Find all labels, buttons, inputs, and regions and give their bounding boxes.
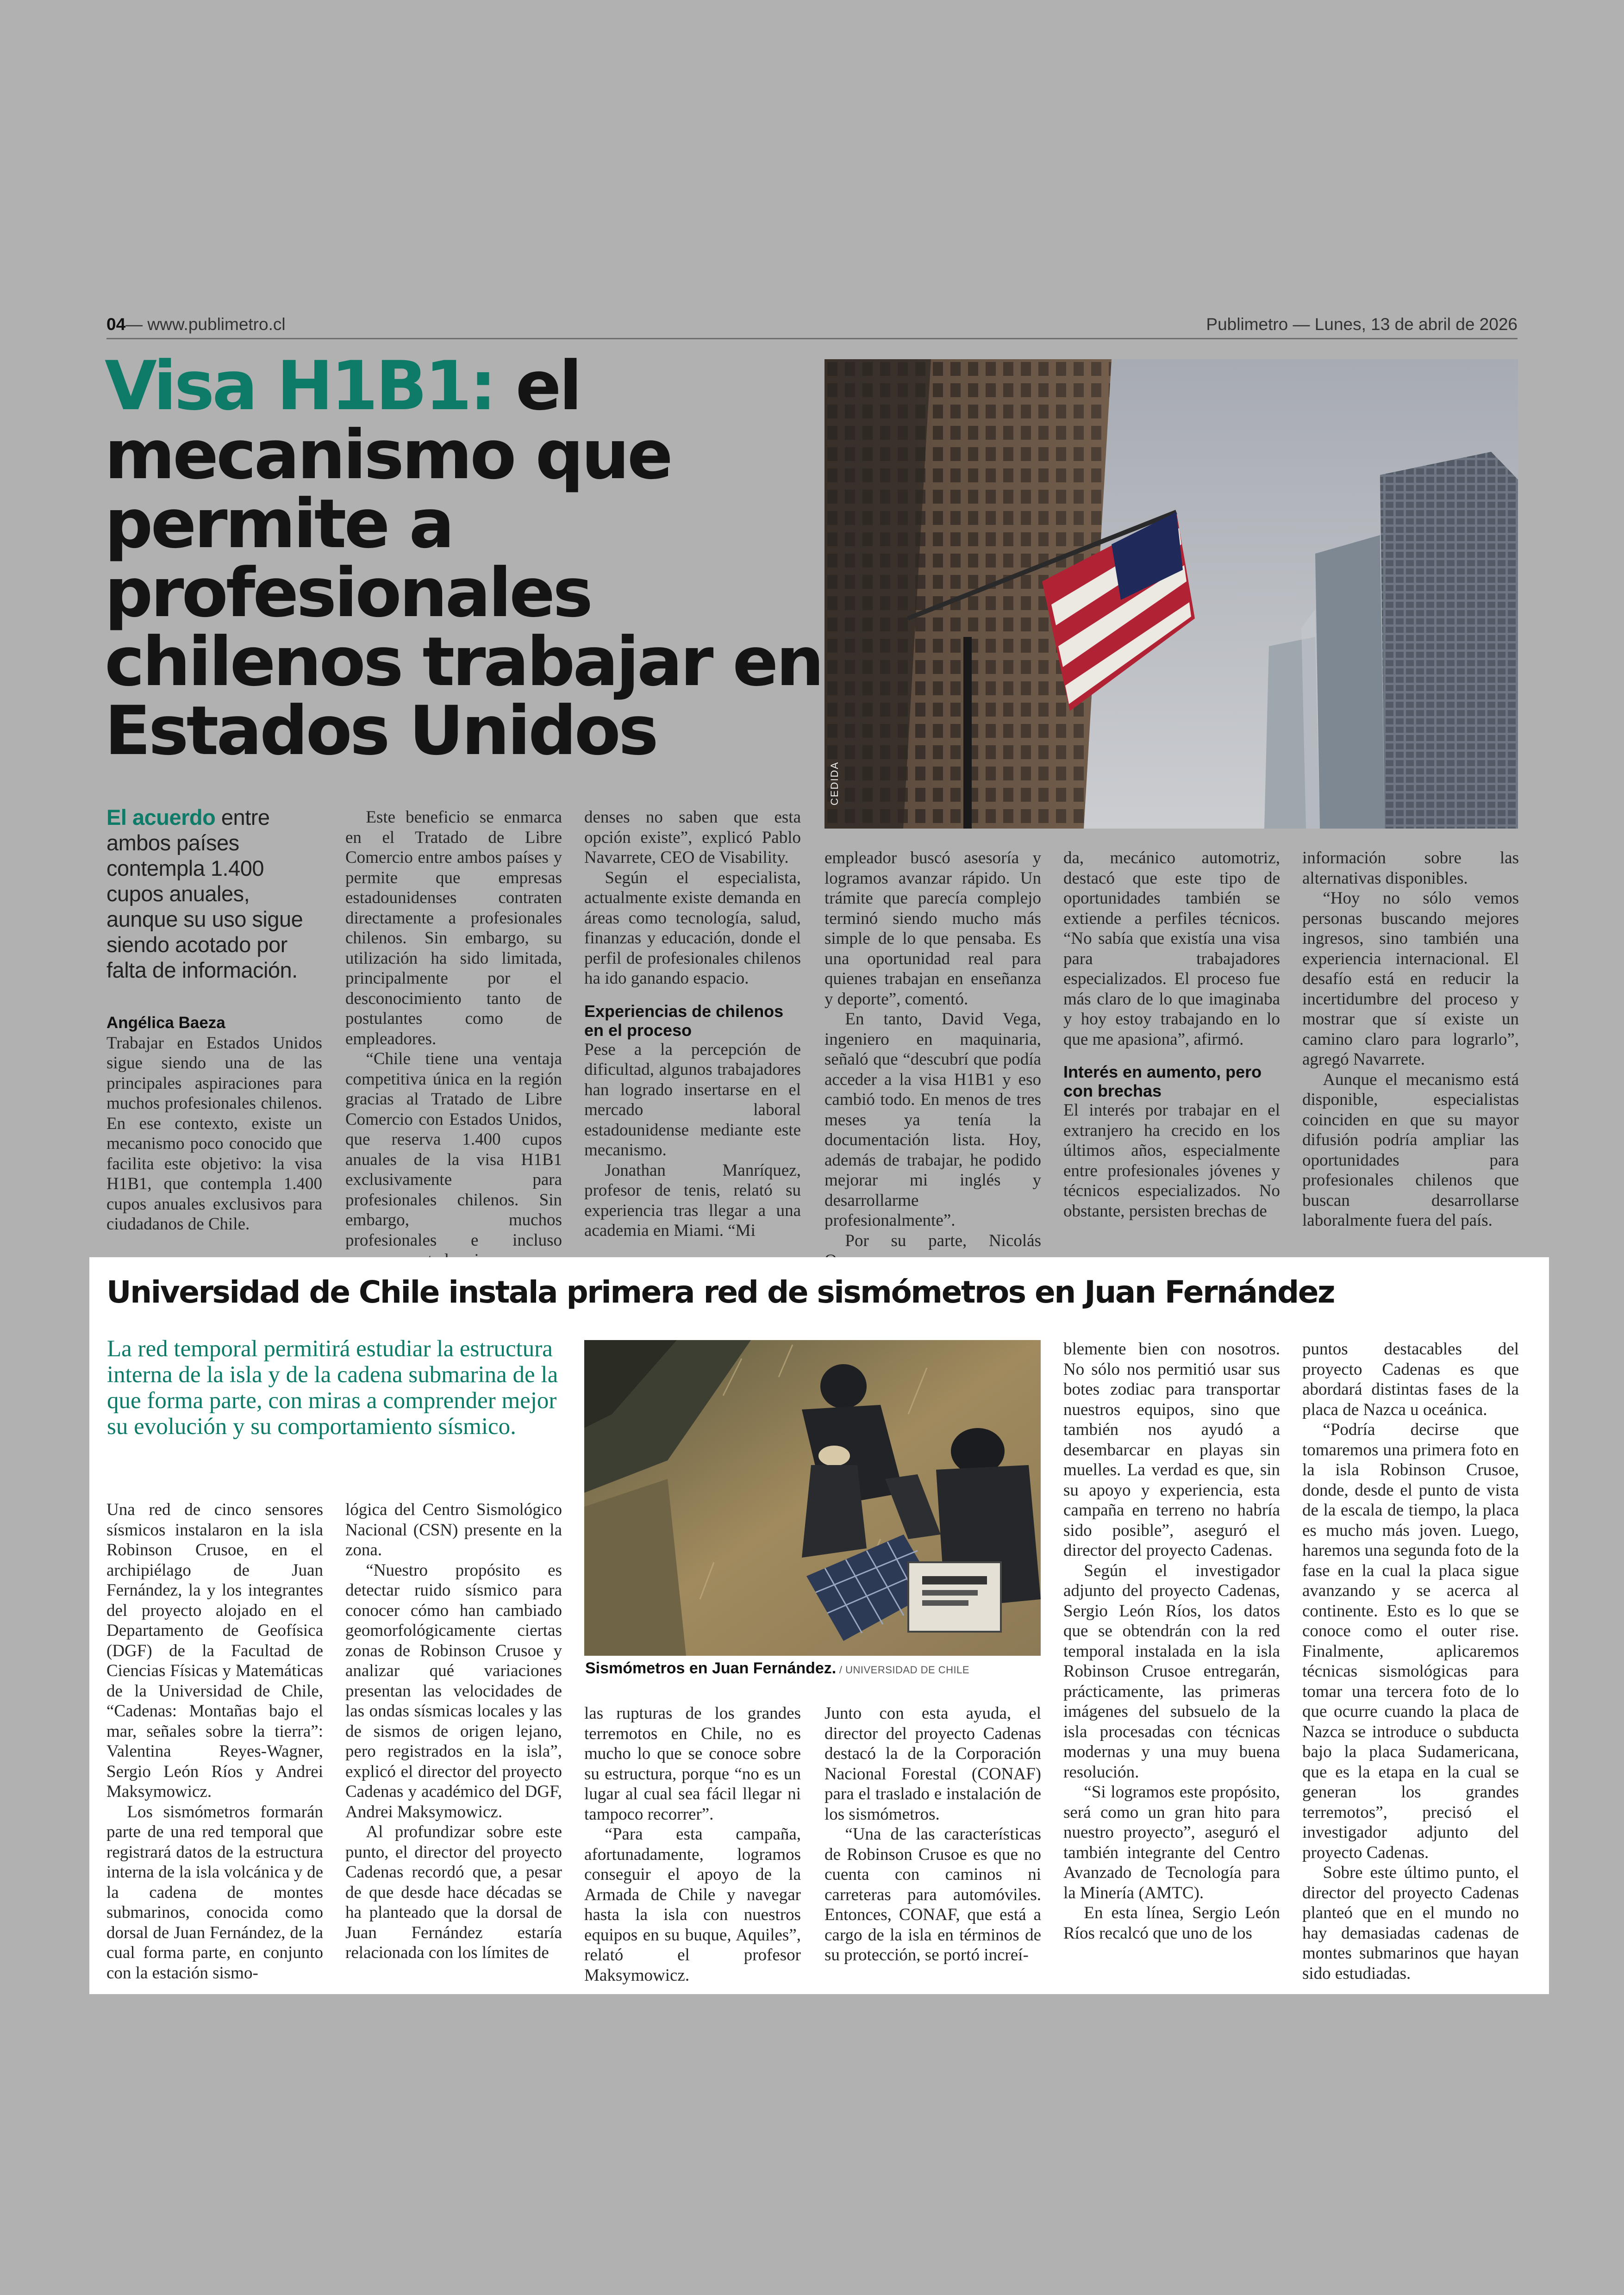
photo-caption xyxy=(585,1659,1043,1678)
paragraph: Una red de cinco sensores sísmicos instalaron en la isla Robinson Crusoe, en el archipiélago de Juan Fernández, la y los integrantes del proyecto alojado en el Departamento de Geofísica (DGF) de la Facultad de Ciencias Físicas y Matemáticas de la Universidad de Chile, “Cadenas: Montañas bajo el mar, señales sobre la tierra”: Valentina Reyes-Wagner, Sergio León Ríos y Andrei Maksymowicz. xyxy=(106,1500,323,1801)
lead-rest: entre ambos países contempla 1.400 cupos anuales, aunque su uso sigue siendo acotado por falta de información. xyxy=(106,805,303,982)
subhead: Interés en aumento, pero con brechas xyxy=(1063,1062,1262,1100)
paragraph: puntos destacables del proyecto Cadenas es que abordará distintas fases de la placa de Nazca u oceánica. xyxy=(1302,1340,1519,1419)
paragraph: “Una de las características de Robinson Crusoe es que no cuenta con caminos ni carreteras para automóviles. Entonces, CONAF, que está a cargo de la isla en términos de su protección, se portó increí- xyxy=(824,1825,1041,1964)
article1-column-2 xyxy=(345,807,562,1271)
paragraph: Aunque el mecanismo está disponible, especialistas coinciden en que su mayor difusión podría ampliar las oportunidades para profesionales chilenos que buscan desarrollarse laboralmente fuera del país. xyxy=(1302,1070,1519,1230)
paragraph: Jonathan Manríquez, profesor de tenis, relató su experiencia tras llegar a una academia en Miami. “Mi xyxy=(584,1160,801,1240)
subhead: Experiencias de chilenos en el proceso xyxy=(584,1001,784,1040)
seismometer-box-icon xyxy=(908,1562,1001,1632)
header-rule xyxy=(106,338,1518,339)
paragraph: El interés por trabajar en el extranjero ha crecido en los últimos años, especialmente entre profesionales jóvenes y técnicos especializados. No obstante, persisten brechas de xyxy=(1063,1101,1280,1221)
article2-column-5 xyxy=(1063,1339,1280,1943)
paragraph: “Podría decirse que tomaremos una primera foto en la isla Robinson Crusoe, donde, desde el punto de vista de la escala de tiempo, la placa es mucho más joven. Luego, haremos una segunda foto de la fase en la cual la placa sigue avanzando y se acerca al continente. Esto es lo que se conoce como el outer rise. Finalmente, aplicaremos técnicas sismológicas para tomar una tercera foto de lo que ocurre cuando la placa de Nazca se introduce o subducta bajo la placa Sudamericana, que es la etapa en la cual se generan los grandes terremotos”, precisó el investigador adjunto del proyecto Cadenas. xyxy=(1302,1420,1519,1862)
paragraph: “Si logramos este propósito, será como un gran hito para nuestro proyecto”, aseguró el también integrante del Centro Avanzado de Tecnología para la Minería (AMTC). xyxy=(1063,1783,1280,1902)
paragraph: blemente bien con nosotros. No sólo nos permitió usar sus botes zodiac para transportar nuestros equipos, sino que también nos ayudó a desembarcar en playas sin muelles. La verdad es que, sin su apoyo y experiencia, esta campaña en terreno no habría sido posible”, aseguró el director del proyecto Cadenas. xyxy=(1063,1340,1280,1560)
article1-column-6 xyxy=(1302,848,1519,1231)
paragraph: empleador buscó asesoría y logramos avanzar rápido. Un trámite que parecía complejo terminó siendo mucho más simple de lo que pensaba. Es una oportunidad real para quienes trabajan en enseñanza y deporte”, comentó. xyxy=(824,848,1041,1009)
byline: Angélica Baeza xyxy=(106,1014,225,1032)
paragraph: información sobre las alternativas disponibles. xyxy=(1302,848,1519,888)
article1-headline xyxy=(105,347,827,770)
page-number: 04 xyxy=(106,315,126,334)
paragraph: En tanto, David Vega, ingeniero en maquinaria, señaló que “descubrí que podía acceder a la visa H1B1 y eso cambió todo. En menos de tres meses ya tenía la documentación lista. Hoy, además de trabajar, he podido mejorar mi inglés y desarrollarme profesionalmente”. xyxy=(824,1010,1041,1230)
paragraph: Según el investigador adjunto del proyecto Cadenas, Sergio León Ríos, los datos que se obtendrán con la red temporal instalada en la isla Robinson Crusoe entregarán, prácticamente, las primeras imágenes del subsuelo de la isla procesadas con técnicas modernas y una muy buena resolución. xyxy=(1063,1561,1280,1782)
headline-accent: Visa H1B1: xyxy=(105,347,494,425)
site-url: — www.publimetro.cl xyxy=(125,315,286,334)
article1-column-5 xyxy=(1063,848,1280,1221)
article2-headline: Universidad de Chile instala primera red de sismómetros en Juan Fernández xyxy=(106,1274,1334,1310)
paragraph: “Hoy no sólo vemos personas buscando mejores ingresos, sino también una experiencia internacional. El desafío está en reducir la incertidumbre del proceso y mostrar que sí existe un camino claro para lograrlo”, agregó Navarrete. xyxy=(1302,889,1519,1069)
lead-bold: El acuerdo xyxy=(106,805,216,829)
article1-lead xyxy=(106,804,315,983)
seismometer-photo-illustration xyxy=(584,1340,1041,1656)
paragraph: denses no saben que esta opción existe”, explicó Pablo Navarrete, CEO de Visability. xyxy=(584,808,801,867)
paragraph: Por su parte, Nicolás xyxy=(845,1231,1041,1250)
paragraph: Al profundizar sobre este punto, el director del proyecto Cadenas recordó que, a pesar de que desde hace décadas se ha planteado que la dorsal de Juan Fernández estaría relacionada con los límites de xyxy=(345,1822,562,1962)
article1-column-4 xyxy=(824,848,1041,1271)
article2-column-2 xyxy=(345,1500,562,1963)
article2-column-3 xyxy=(584,1703,801,1985)
article2-column-6 xyxy=(1302,1339,1519,1983)
paragraph: Este beneficio se enmarca en el Tratado de Libre Comercio entre ambos países y permite que empresas estadounidenses contraten directamente a profesionales chilenos. Sin embargo, su utilización ha sido limitada, principalmente por el desconocimiento tanto de postulantes como de empleadores. xyxy=(345,808,562,1048)
paragraph: Según el especialista, actualmente existe demanda en áreas como tecnología, salud, finanzas y educación, donde el perfil de profesionales chilenos ha ido ganando espacio. xyxy=(584,868,801,988)
page-header xyxy=(106,315,1518,339)
photo-credit: CEDIDA xyxy=(829,761,840,805)
paragraph: Trabajar en Estados Unidos sigue siendo una de las principales aspiraciones para muchos profesionales chilenos. En ese contexto, existe un mecanismo poco conocido que facilita este objetivo: la visa H1B1, que contempla 1.400 cupos anuales exclusivos para ciudadanos de Chile. xyxy=(106,1033,322,1234)
paragraph: Pese a la percepción de dificultad, algunos trabajadores han logrado insertarse en el mercado laboral estadounidense mediante este mecanismo. xyxy=(584,1040,801,1160)
page-folio xyxy=(106,315,286,334)
seismometer-field-photo xyxy=(584,1340,1041,1656)
article2-column-4 xyxy=(824,1703,1041,1965)
paragraph: “Para esta campaña, afortunadamente, logramos conseguir el apoyo de la Armada de Chile y navegar hasta la isla con nuestros equipos en su buque, Aquiles”, relató el profesor Maksymowicz. xyxy=(584,1825,801,1985)
article1-column-3 xyxy=(584,807,801,1241)
article2-column-1 xyxy=(106,1500,323,1983)
paragraph: “Nuestro propósito es detectar ruido sísmico para conocer cómo han cambiado geomorfológicamente ciertas zonas de Robinson Crusoe y analizar qué variaciones presentan las velocidades de las ondas sísmicas locales y las de sismos de origen lejano, pero registrados en la isla”, explicó el director del proyecto Cadenas y académico del DGF, Andrei Maksymowicz. xyxy=(345,1560,562,1821)
paragraph: lógica del Centro Sismológico Nacional (CSN) presente en la zona. xyxy=(345,1500,562,1559)
headline-rest: el mecanismo que permite a profesionales chilenos trabajar en Estados Unidos xyxy=(105,347,822,770)
paragraph: las rupturas de los grandes terremotos en Chile, no es mucho lo que se conoce sobre su estructura, porque “no es un lugar al cual sea fácil llegar ni tampoco recorrer”. xyxy=(584,1704,801,1824)
paragraph: Sobre este último punto, el director del proyecto Cadenas planteó que en el mundo no hay demasiadas cadenas de montes submarinos que hayan sido estudiadas. xyxy=(1302,1863,1519,1983)
article2-lead: La red temporal permitirá estudiar la estructura interna de la isla y de la cadena submarina de la que forma parte, con miras a comprender mejor su evolución y su comportamiento sísmico. xyxy=(107,1336,558,1440)
caption-source: / UNIVERSIDAD DE CHILE xyxy=(836,1664,970,1676)
paragraph: Los sismómetros formarán parte de una red temporal que registrará datos de la estructura interna de la isla volcánica y de la cadena de montes submarinos, conocida como dorsal de Juan Fernández, de la cual forma parte, en conjunto con la estación sismo- xyxy=(106,1802,323,1983)
caption-title: Sismómetros en Juan Fernández. xyxy=(585,1659,837,1677)
flag-photo-illustration xyxy=(824,359,1518,829)
paragraph: Junto con esta ayuda, el director del proyecto Cadenas destacó la de la Corporación Nacional Forestal (CONAF) para el traslado e instalación de los sismómetros. xyxy=(824,1704,1041,1824)
flag-skyscraper-photo xyxy=(824,359,1518,829)
article1-column-1 xyxy=(106,1013,322,1235)
paragraph: “Chile tiene una ventaja competitiva única en la región gracias al Tratado de Libre Comercio con Estados Unidos, que reserva 1.400 cupos anuales de la visa H1B1 exclusivamente para profesionales chilenos. Sin embargo, muchos profesionales e incluso xyxy=(345,1049,562,1250)
paragraph: da, mecánico automotriz, destacó que este tipo de oportunidades también se extiende a perfiles técnicos. “No sabía que existía una visa para trabajadores especializados. El proceso fue más claro de lo que imaginaba y hoy estoy trabajando en lo que me apasiona”, afirmó. xyxy=(1063,848,1280,1049)
publication-date: Publimetro — Lunes, 13 de abril de 2026 xyxy=(1206,315,1518,334)
paragraph: En esta línea, Sergio León Ríos recalcó que uno de los xyxy=(1063,1903,1280,1943)
